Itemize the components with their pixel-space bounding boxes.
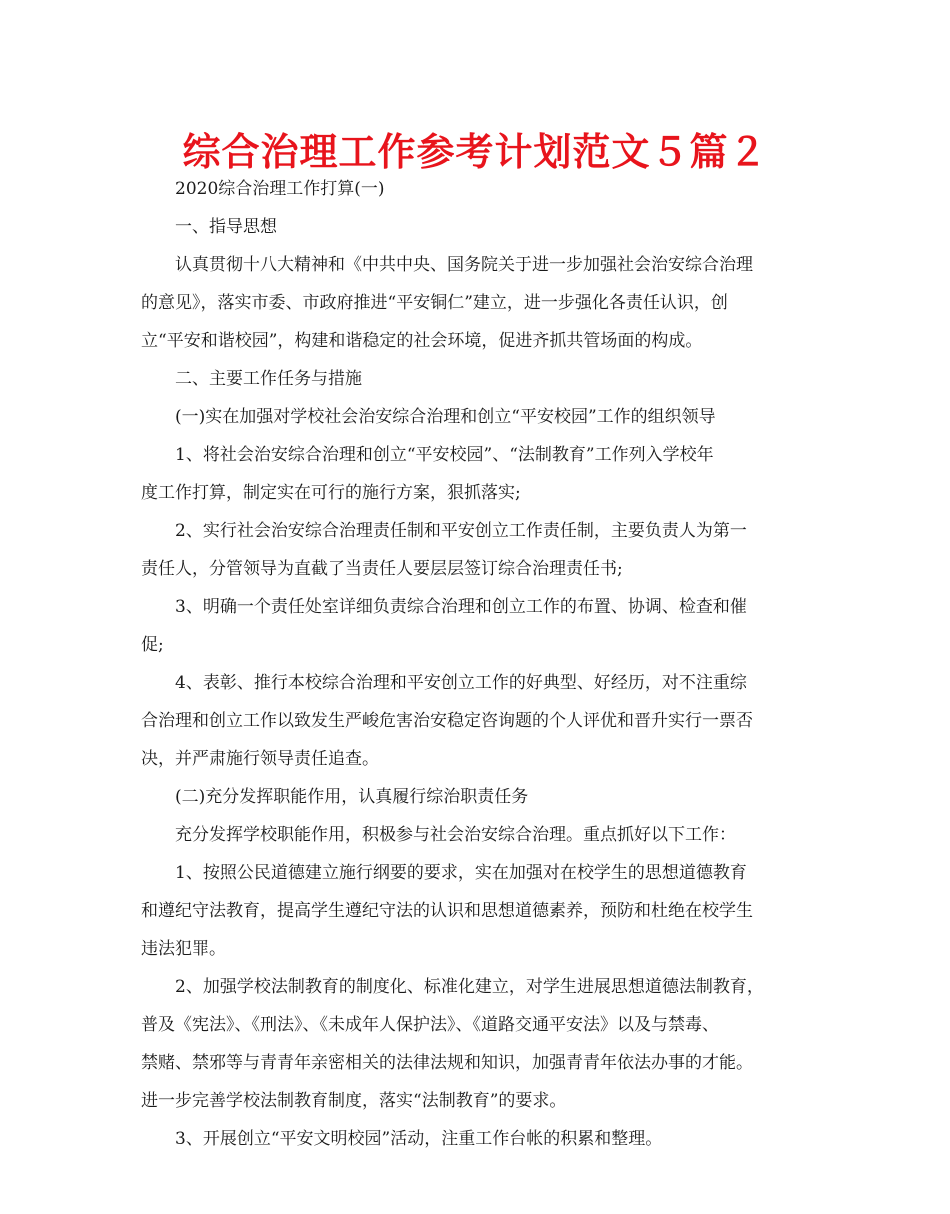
paragraph [141, 512, 813, 588]
paragraph-line: 3、明确一个责任处室详细负责综合治理和创立工作的布置、协调、检查和催 [175, 597, 747, 617]
paragraph-line: 4、表彰、推行本校综合治理和平安创立工作的好典型、好经历，对不注重综 [175, 673, 747, 693]
paragraph [141, 664, 813, 778]
paragraph [141, 398, 813, 436]
paragraph-line: (二)充分发挥职能作用，认真履行综治职责任务 [175, 787, 529, 807]
paragraph-line: 违法犯罪。 [141, 939, 226, 959]
paragraph-line: 1、将社会治安综合治理和创立“平安校园”、“法制教育”工作列入学校年 [175, 445, 714, 465]
paragraph [141, 208, 813, 246]
paragraph-line: 3、开展创立“平安文明校园”活动，注重工作台帐的积累和整理。 [175, 1129, 663, 1149]
paragraph-line: 二、主要工作任务与措施 [175, 369, 362, 389]
paragraph-line: 促; [141, 635, 164, 655]
document-body [141, 170, 813, 1158]
paragraph-line: 禁赌、禁邪等与青青年亲密相关的法律法规和知识，加强青青年依法办事的才能。 [141, 1053, 753, 1073]
paragraph-line: 责任人，分管领导为直截了当责任人要层层签订综合治理责任书; [141, 559, 623, 579]
paragraph [141, 968, 813, 1120]
paragraph [141, 170, 813, 208]
paragraph-line: 决，并严肃施行领导责任追查。 [141, 749, 379, 769]
paragraph-line: 普及《宪法》、《刑法》、《未成年人保护法》、《道路交通平安法》以及与禁毒、 [141, 1015, 719, 1035]
document-title: 综合治理工作参考计划范文５篇２ [182, 130, 768, 174]
paragraph-line: 的意见》，落实市委、市政府推进“平安铜仁”建立，进一步强化各责任认识，创 [141, 293, 728, 313]
paragraph [141, 816, 813, 854]
paragraph [141, 360, 813, 398]
paragraph [141, 854, 813, 968]
paragraph-line: 2020综合治理工作打算(一) [175, 179, 385, 199]
paragraph [141, 778, 813, 816]
paragraph-line: 立“平安和谐校园”，构建和谐稳定的社会环境，促进齐抓共管场面的构成。 [141, 331, 703, 351]
paragraph-line: 合治理和创立工作以致发生严峻危害治安稳定咨询题的个人评优和晋升实行一票否 [141, 711, 753, 731]
paragraph-line: 认真贯彻十八大精神和《中共中央、国务院关于进一步加强社会治安综合治理 [175, 255, 753, 275]
paragraph [141, 246, 813, 360]
paragraph-line: 度工作打算，制定实在可行的施行方案，狠抓落实; [141, 483, 521, 503]
paragraph [141, 1120, 813, 1158]
paragraph-line: (一)实在加强对学校社会治安综合治理和创立“平安校园”工作的组织领导 [175, 407, 716, 427]
paragraph-line: 充分发挥学校职能作用，积极参与社会治安综合治理。重点抓好以下工作： [175, 825, 736, 845]
paragraph-line: 1、按照公民道德建立施行纲要的要求，实在加强对在校学生的思想道德教育 [175, 863, 747, 883]
paragraph [141, 588, 813, 664]
paragraph [141, 436, 813, 512]
paragraph-line: 进一步完善学校法制教育制度，落实“法制教育”的要求。 [141, 1091, 567, 1111]
paragraph-line: 2、实行社会治安综合治理责任制和平安创立工作责任制，主要负责人为第一 [175, 521, 747, 541]
paragraph-line: 一、指导思想 [175, 217, 277, 237]
paragraph-line: 和遵纪守法教育，提高学生遵纪守法的认识和思想道德素养，预防和杜绝在校学生 [141, 901, 753, 921]
paragraph-line: 2、加强学校法制教育的制度化、标准化建立，对学生进展思想道德法制教育， [175, 977, 764, 997]
